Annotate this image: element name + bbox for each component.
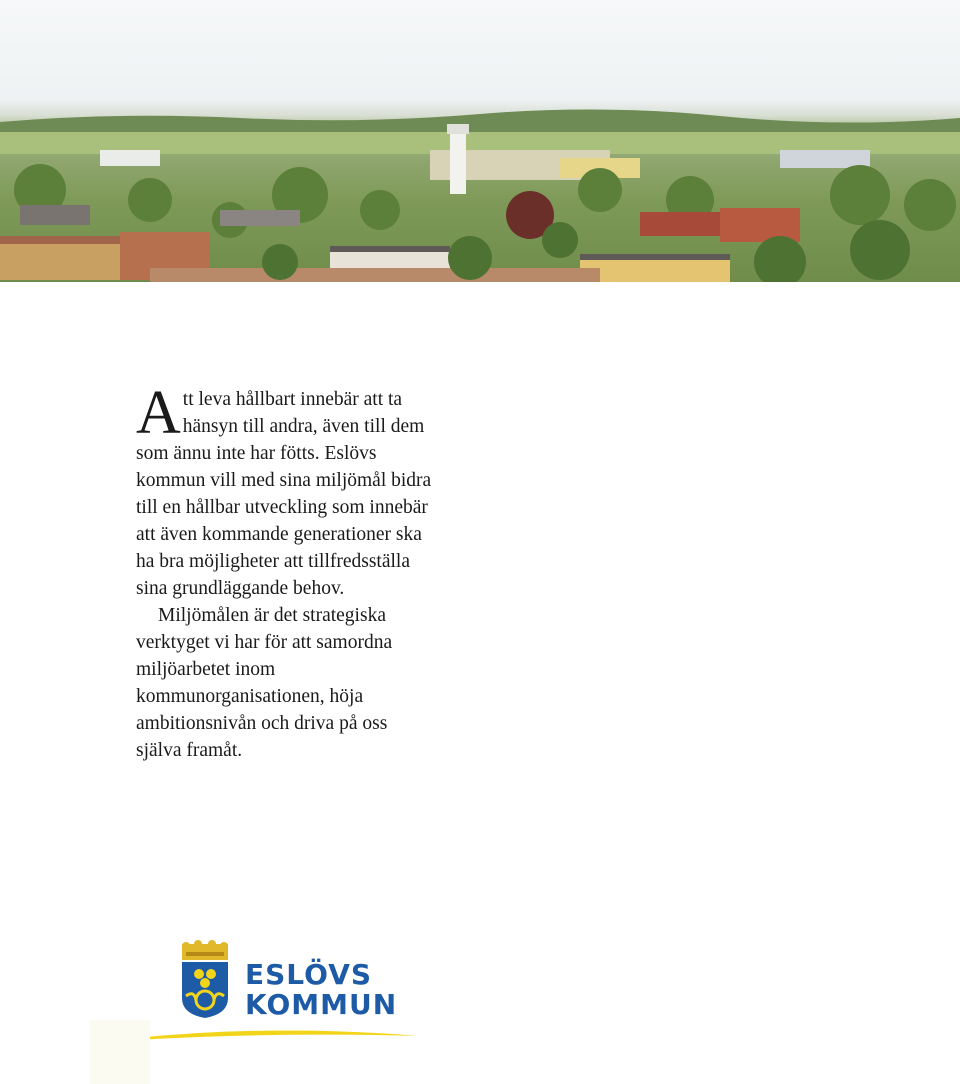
corner-tint bbox=[90, 1020, 150, 1084]
panorama-illustration bbox=[0, 0, 960, 282]
paragraph-2: Miljömålen är det strategiska verktyget vi har för att samordna miljöarbetet inom kommunorganisationen, höja ambitionsnivån och driva på oss själva framåt. bbox=[136, 605, 393, 761]
drop-cap: A bbox=[136, 379, 181, 447]
paragraph-1-text: tt leva hållbart innebär att ta hänsyn till andra, även till dem som ännu inte har fötts. Eslövs kommun vill med sina miljömål bidra till en hållbar utveckling som innebär att även kommande generationer ska ha bra möjligheter att tillfredsställa sina grundläggande behov. bbox=[136, 389, 432, 599]
intro-text bbox=[136, 379, 436, 764]
town-panorama-photo bbox=[0, 0, 960, 282]
eslovs-kommun-logo bbox=[136, 940, 426, 1044]
logo-line-1: ESLÖVS bbox=[245, 958, 373, 991]
paragraph-1 bbox=[136, 379, 436, 602]
logo-line-2: KOMMUN bbox=[245, 988, 398, 1021]
logo-wordmark bbox=[245, 960, 397, 1020]
